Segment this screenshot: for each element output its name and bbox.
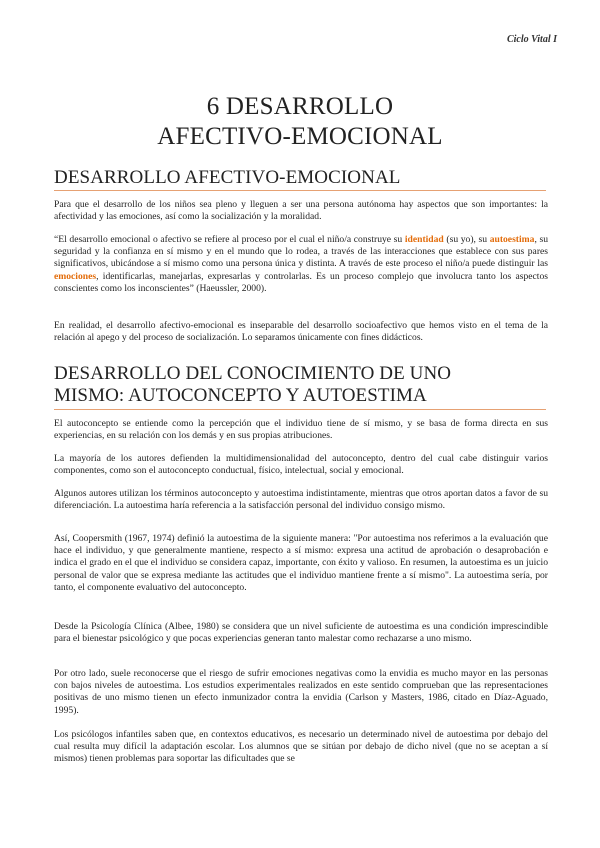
section-heading-afectivo-emocional: DESARROLLO AFECTIVO-EMOCIONAL [54, 167, 401, 188]
paragraph: Algunos autores utilizan los términos autoconcepto y autoestima indistintamente, mientras que otros aportan datos a favor de su diferenciación. La autoestima haría referencia a la satisfacción personal del individuo consigo mismo. [54, 488, 548, 512]
section-heading-line-1: DESARROLLO DEL CONOCIMIENTO DE UNO [54, 363, 452, 384]
text-run: , su seguridad y la confianza en sí mismo y en el mundo que lo rodea, a través de las interacciones que establece con sus pares significativos, ubicándose a sí mismo como una persona única y distinta. A través de este proceso el niño/a puede distinguir las [54, 234, 548, 270]
paragraph: En realidad, el desarrollo afectivo-emocional es inseparable del desarrollo socioafectivo que hemos visto en el tema de la relación al apego y del proceso de socialización. Lo separamos únicamente con fines didácticos. [54, 320, 548, 344]
text-run: “El desarrollo emocional o afectivo se refiere al proceso por el cual el niño/a construye su [54, 234, 405, 245]
paragraph: Por otro lado, suele reconocerse que el riesgo de sufrir emociones negativas como la envidia es mucho mayor en las personas con bajos niveles de autoestima. Los estudios experimentales realizados en este sentido comprueban que las representaciones positivas de uno mismo tienen un efecto inmunizador contra la envidia (Carlson y Masters, 1986, citado en Díaz-Aguado, 1995). [54, 668, 548, 716]
text-run: (su yo), su [443, 234, 490, 245]
paragraph: El autoconcepto se entiende como la percepción que el individuo tiene de sí mismo, y se basa de forma directa en sus experiencias, en su relación con los demás y en sus propias atribuciones. [54, 418, 548, 442]
paragraph: Desde la Psicología Clínica (Albee, 1980) se considera que un nivel suficiente de autoestima es una condición imprescindible para el bienestar psicológico y que pocas experiencias generan tanto malestar como rechazarse a uno mismo. [54, 621, 548, 645]
section-heading-autoconcepto [54, 363, 554, 407]
paragraph: La mayoría de los autores defienden la multidimensionalidad del autoconcepto, dentro del cual cabe distinguir varios componentes, como son el autoconcepto conductual, físico, intelectual, social y emocional. [54, 453, 548, 477]
quote-paragraph [54, 234, 548, 295]
paragraph: Así, Coopersmith (1967, 1974) definió la autoestima de la siguiente manera: "Por autoestima nos referimos a la evaluación que hace el individuo, y que generalmente mantiene, respecto a sí mismo: expresa una actitud de aprobación o desaprobación e indica el grado en el que el individuo se considera capaz, importante, con éxito y valioso. En resumen, la autoestima es un juicio personal de valor que se expresa mediante las actitudes que el individuo mantiene frente a sí mismo". La autoestima sería, por tanto, el componente evaluativo del autoconcepto. [54, 533, 548, 593]
running-header: Ciclo Vital I [506, 34, 557, 45]
chapter-title-line-1: 6 DESARROLLO [206, 93, 394, 120]
highlight-autoestima: autoestima [489, 234, 535, 245]
chapter-title-line-2: AFECTIVO-EMOCIONAL [157, 123, 443, 150]
chapter-title [0, 92, 600, 152]
text-run: , identificarlas, manejarlas, expresarlas y controlarlas. Es un proceso complejo que involucra tanto los aspectos conscientes como los inconscientes” (Haeussler, 2000). [54, 270, 548, 294]
section-heading-line-2: MISMO: AUTOCONCEPTO Y AUTOESTIMA [54, 385, 427, 406]
paragraph: Para que el desarrollo de los niños sea pleno y lleguen a ser una persona autónoma hay aspectos que son importantes: la afectividad y las emociones, así como la socialización y la moralidad. [54, 199, 548, 223]
highlight-emociones: emociones [54, 270, 97, 282]
paragraph: Los psicólogos infantiles saben que, en contextos educativos, es necesario un determinado nivel de autoestima por debajo del cual resulta muy difícil la adaptación escolar. Los alumnos que se sitúan por debajo de dicho nivel (que no se aceptan a sí mismos) tienen problemas para soportar las dificultades que se [54, 729, 548, 765]
section-heading-rule [54, 190, 546, 191]
highlight-identidad: identidad [404, 234, 444, 245]
section-heading-rule [54, 409, 546, 410]
